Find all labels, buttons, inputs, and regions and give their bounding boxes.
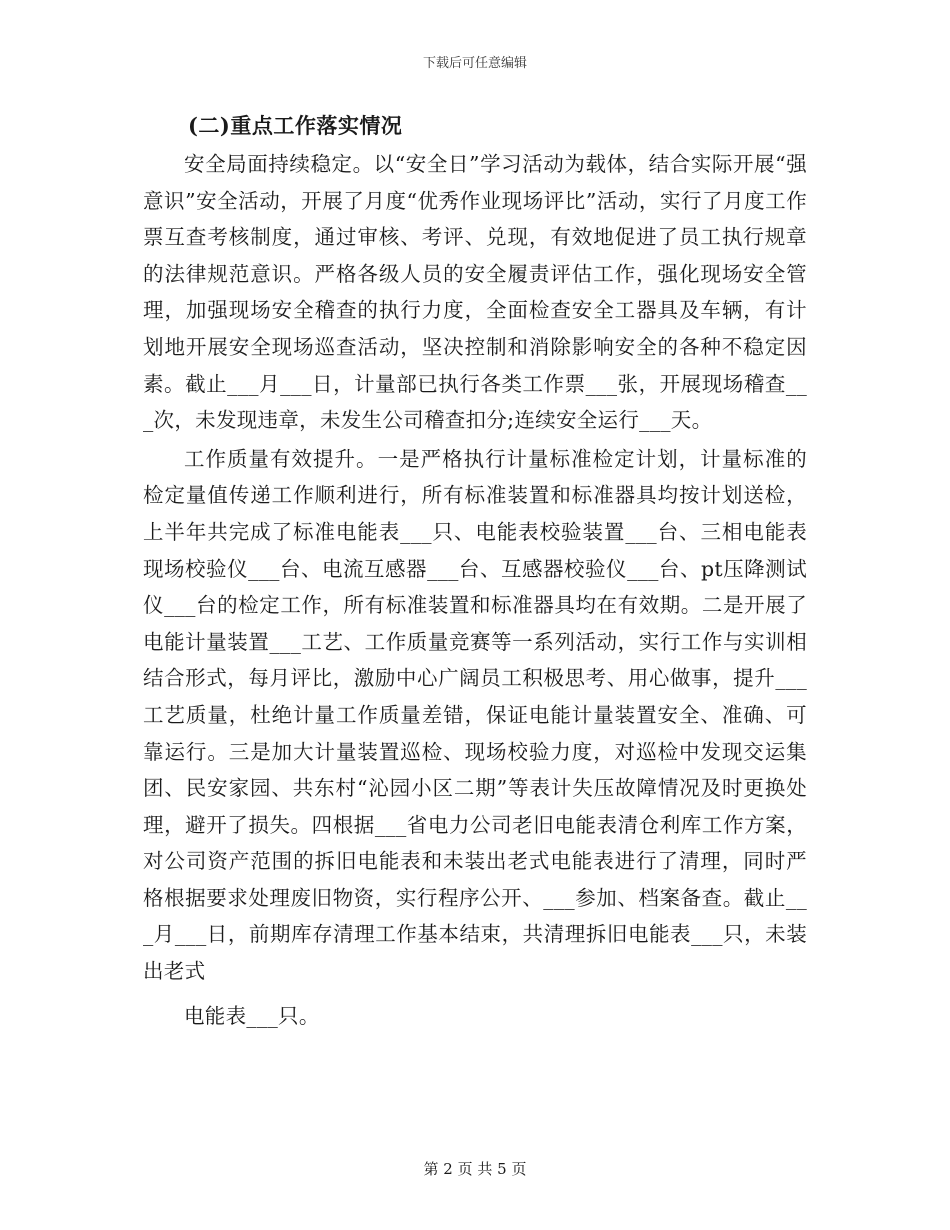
page-header-note: 下载后可任意编辑	[422, 56, 527, 71]
paragraph-safety: 安全局面持续稳定。以“安全日”学习活动为载体，结合实际开展“强意识”安全活动，开展了月度“优秀作业现场评比”活动，实行了月度工作票互查考核制度，通过审核、考评、兑现，有效地促进了员工执行规章的法律规范意识。严格各级人员的安全履责评估工作，强化现场安全管理，加强现场安全稽查的执行力度，全面检查安全工器具及车辆，有计划地开展安全现场巡查活动，坚决控制和消除影响安全的各种不稳定因素。截止___月___日，计量部已执行各类工作票___张，开展现场稽查___次，未发现违章，未发生公司稽查扣分;连续安全运行___天。	[143, 152, 807, 433]
paragraph-continuation: 电能表___只。	[184, 1003, 320, 1028]
document-body	[143, 110, 807, 1034]
paragraph-quality: 工作质量有效提升。一是严格执行计量标准检定计划，计量标准的检定量值传递工作顺利进行，所有标准装置和标准器具均按计划送检，上半年共完成了标准电能表___只、电能表校验装置___台、三相电能表现场校验仪___台、电流互感器___台、互感器校验仪___台、pt压降测试仪___台的检定工作，所有标准装置和标准器具均在有效期。二是开展了电能计量装置___工艺、工作质量竞赛等一系列活动，实行工作与实训相结合形式，每月评比，激励中心广阔员工积极思考、用心做事，提升___工艺质量，杜绝计量工作质量差错，保证电能计量装置安全、准确、可靠运行。三是加大计量装置巡检、现场校验力度，对巡检中发现交运集团、民安家园、共东村“沁园小区二期”等表计失压故障情况及时更换处理，避开了损失。四根据___省电力公司老旧电能表清仓利库工作方案，对公司资产范围的拆旧电能表和未装出老式电能表进行了清理，同时严格根据要求处理废旧物资，实行程序公开、___参加、档案备查。截止___月___日，前期库存清理工作基本结束，共清理拆旧电能表___只，未装出老式	[143, 446, 807, 984]
section-heading: (二)重点工作落实情况	[188, 113, 403, 138]
page-number: 第 2 页 共 5 页	[423, 1160, 527, 1178]
